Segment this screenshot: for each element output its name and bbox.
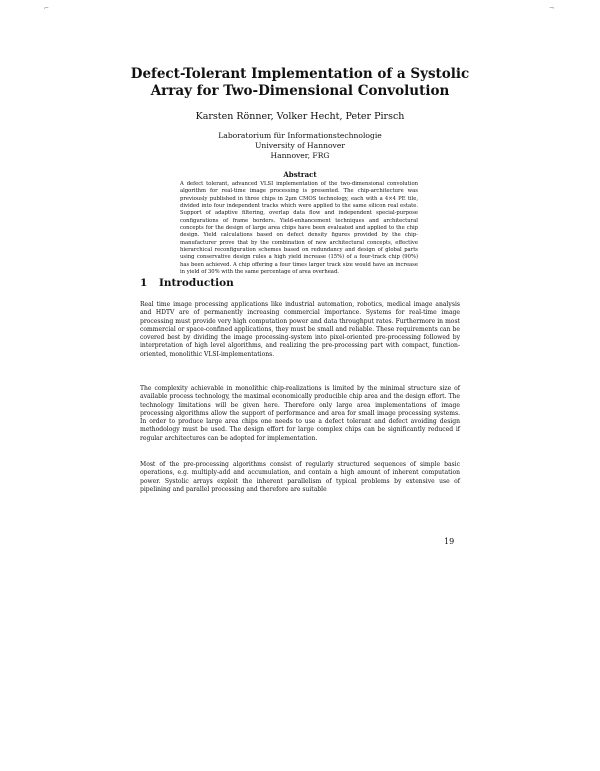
title-line-2: Array for Two-Dimensional Convolution <box>150 83 450 99</box>
section-number: 1 <box>140 277 148 289</box>
authors: Karsten Rönner, Volker Hecht, Peter Pirsch <box>195 111 405 122</box>
paper-title <box>100 66 500 100</box>
corner-mark-right: ¬ <box>549 5 555 12</box>
abstract-text: A defect tolerant, advanced VLSI implementation of the two-dimensional convolution algorithm for real-time image processing is presented. The chip-architecture was previously published in three chips in 2µm CMOS technology, each with a 4×4 PE tile, divided into four independent tracks which were applied to the same silicon real estate. Support of adaptive filtering, overlap data flow and independent special-purpose configurations of frame borders. Yield-enhancement techniques and architectural concepts for the design of large area chips have been evaluated and applied to the chip design. Yield calculations based on defect density figures provided by the chip-manufacturer prove that by the combination of new architectural concepts, effective hierarchical reconfiguration schemes based on redundancy and design of global parts using conservative design rules a high yield increase (15%) of a four-track chip (90%) has been achieved. A chip offering a four times larger track size would have an increase in yield of 30% with the same percentage of area overhead. <box>180 181 418 276</box>
affiliation <box>100 131 500 161</box>
body-paragraph-1: Real time image processing applications like industrial automation, robotics, medical image analysis and HDTV are of permanently increasing commercial importance. Systems for real-time image processing must provide very high computation power and data throughput rates. Furthermore in most commercial or space-confined applications, they must be small and reliable. These requirements can be covered best by dividing the image processing-system into pixel-oriented pre-processing followed by interpretation of high level algorithms, and realizing the pre-processing part with compact, function-oriented, monolithic VLSI-implementations. <box>140 301 460 358</box>
abstract-heading: Abstract <box>283 170 317 179</box>
corner-mark-left: ⌐ <box>44 5 50 12</box>
affiliation-line-1: Laboratorium für Informationstechnologie <box>218 131 382 140</box>
body-paragraph-3: Most of the pre-processing algorithms consist of regularly structured sequences of simple basic operations, e.g. multiply-add and accumulation, and contain a high amount of inherent computation power. Systolic arrays exploit the inherent parallelism of typical problems by extensive use of pipelining and parallel processing and therefore are suitable <box>140 461 460 493</box>
body-paragraph-2: The complexity achievable in monolithic chip-realizations is limited by the minimal structure size of available process technology, the maximal economically producible chip area and the design effort. The technology limitations will be given here. Therefore only large area implementations of image processing algorithms allow the support of performance and area for small image processing systems. In order to produce large area chips one needs to use a defect tolerant and defect avoiding design methodology must be used. The design effort for large complex chips can be significantly reduced if regular architectures can be adopted for implementation. <box>140 385 460 442</box>
section-heading <box>140 277 234 290</box>
section-title: Introduction <box>159 277 234 289</box>
affiliation-line-2: University of Hannover <box>255 141 345 150</box>
affiliation-line-3: Hannover, FRG <box>270 151 330 160</box>
page-number: 19 <box>444 537 455 546</box>
title-line-1: Defect-Tolerant Implementation of a Systolic <box>130 66 470 82</box>
